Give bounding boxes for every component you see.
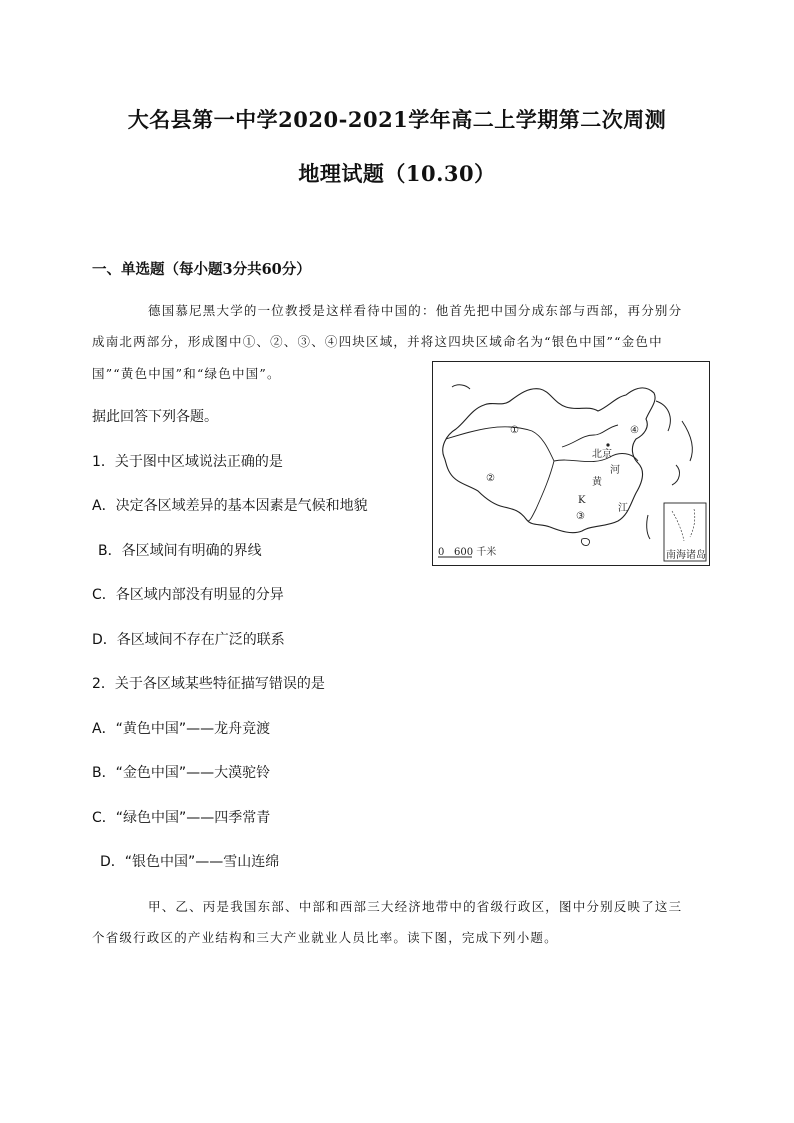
question-1-option-c: C．各区域内部没有明显的分异 (92, 587, 284, 603)
river-label-huang: 黄 (592, 477, 602, 488)
question-2-option-a: A．“黄色中国”——龙舟竞渡 (92, 721, 271, 737)
region-label-1: ① (510, 425, 519, 436)
instruction-text: 据此回答下列各题。 (92, 409, 218, 425)
question-2-option-c: C．“绿色中国”——四季常青 (92, 810, 271, 826)
document-subtitle: 地理试题（10.30） (298, 161, 496, 186)
region-label-4: ④ (630, 425, 639, 436)
passage1-line2: 成南北两部分，形成图中①、②、③、④四块区域，并将这四块区域命名为“银色中国”“金色中 (92, 334, 663, 349)
scale-value: 600 千米 (454, 547, 497, 558)
scale-zero: 0 (438, 547, 445, 558)
passage2-line1: 甲、乙、丙是我国东部、中部和西部三大经济地带中的省级行政区，图中分别反映了这三 (148, 899, 683, 914)
question-1-option-d: D．各区域间不存在广泛的联系 (92, 632, 285, 648)
question-2-stem: 2．关于各区域某些特征描写错误的是 (92, 676, 325, 692)
inset-label: 南海诸岛 (666, 550, 706, 561)
question-1-option-b: B．各区域间有明确的界线 (98, 543, 262, 559)
passage1-line1: 德国慕尼黑大学的一位教授是这样看待中国的：他首先把中国分成东部与西部，再分别分 (148, 303, 683, 318)
document-title: 大名县第一中学2020-2021学年高二上学期第二次周测 (127, 107, 667, 132)
section-heading: 一、单选题（每小题3分共60分） (92, 261, 311, 278)
region-label-3: ③ (576, 511, 585, 522)
question-1-option-a: A．决定各区域差异的基本因素是气候和地貌 (92, 498, 368, 514)
question-1-stem: 1．关于图中区域说法正确的是 (92, 454, 283, 470)
region-label-2: ② (486, 473, 495, 484)
river-label-jiang: 江 (618, 503, 628, 514)
beijing-dot (606, 443, 609, 446)
beijing-label: 北京 (592, 449, 612, 460)
passage2-line2: 个省级行政区的产业结构和三大产业就业人员比率。读下图，完成下列小题。 (92, 930, 558, 945)
river-label-he: 河 (610, 465, 620, 476)
question-2-option-b: B．“金色中国”——大漠驼铃 (92, 765, 271, 781)
letter-label-k: K (578, 495, 586, 506)
passage1-line3: 国”“黄色中国”和“绿色中国”。 (92, 366, 281, 381)
china-regions-map (432, 361, 710, 566)
question-2-option-d: D．“银色中国”——雪山连绵 (100, 854, 280, 870)
